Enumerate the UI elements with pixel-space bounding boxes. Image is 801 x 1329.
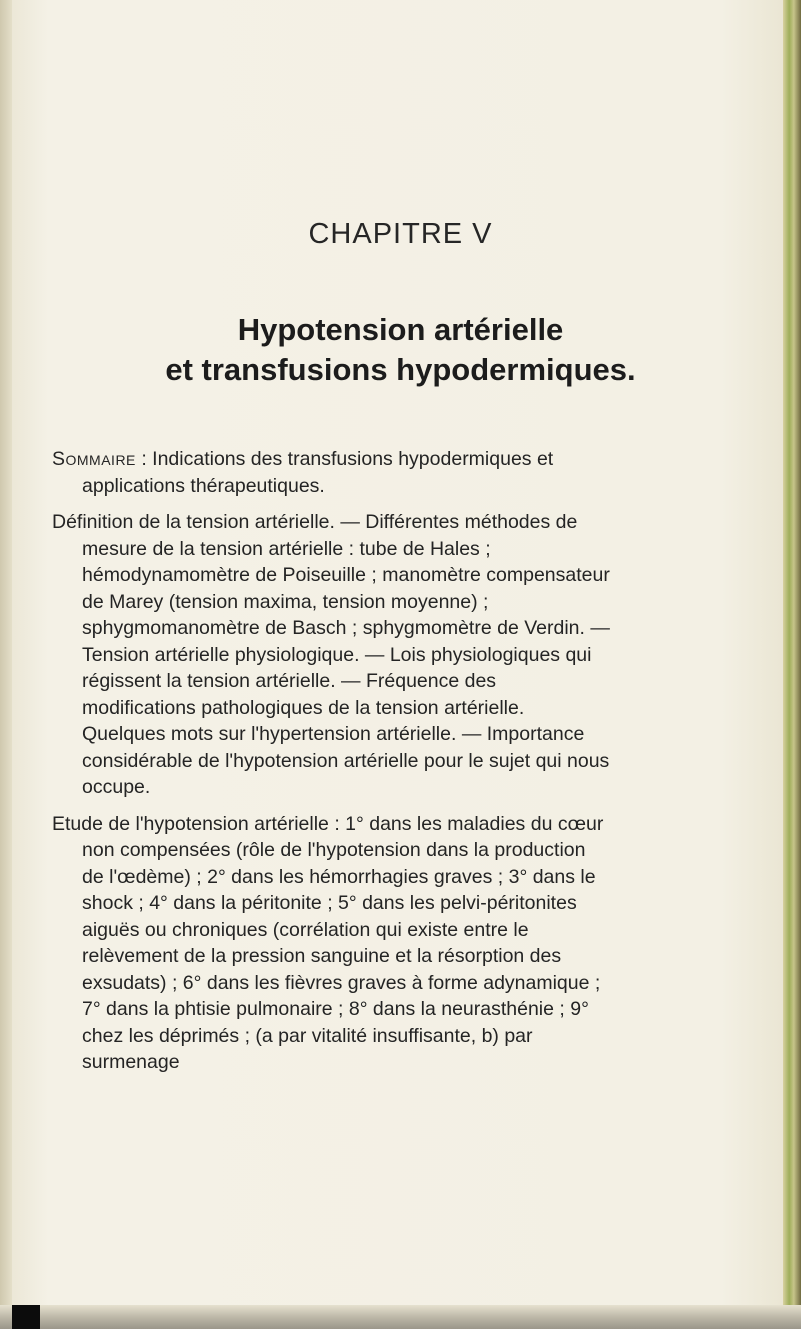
- chapter-heading: CHAPITRE V: [308, 218, 493, 250]
- page-left-edge: [0, 0, 12, 1329]
- summary-paragraph-1: [52, 446, 612, 499]
- page-right-edge: [783, 0, 801, 1329]
- summary-paragraph-2: Définition de la tension artérielle. — Différentes méthodes de mesure de la tension artérielle : tube de Hales ; hémodynamomètre de Poiseuille ; manomètre compensateur de Marey (tension maxima, tension moyenne) ; sphygmomanomètre de Basch ; sphygmomètre de Verdin. — Tension artérielle physiologique. — Lois physiologiques qui régissent la tension artérielle. — Fréquence des modifications pathologiques de la tension artérielle. Quelques mots sur l'hypertension artérielle. — Importance considérable de l'hypotension artérielle pour le sujet qui nous occupe.: [52, 511, 610, 798]
- summary-paragraph-3: Etude de l'hypotension artérielle : 1° dans les maladies du cœur non compensées (rôle de l'hypotension dans la production de l'œdème) ; 2° dans les hémorrhagies graves ; 3° dans le shock ; 4° dans la péritonite ; 5° dans les pelvi-péritonites aiguës ou chroniques (corrélation qui existe entre le relèvement de la pression sanguine et la résorption des exsudats) ; 6° dans les fièvres graves à forme adynamique ; 7° dans la phtisie pulmonaire ; 8° dans la neurasthénie ; 9° chez les déprimés ; (a par vitalité insuffisante, b) par surmenage: [52, 812, 604, 1073]
- summary-block: [52, 446, 612, 1086]
- summary-label: Sommaire: [52, 448, 136, 470]
- chapter-title: [0, 310, 801, 390]
- corner-mark: [12, 1305, 40, 1329]
- summary-text-1: : Indications des transfusions hypodermiques et applications thérapeutiques.: [82, 448, 554, 497]
- title-line-2: et transfusions hypodermiques.: [165, 352, 636, 387]
- title-line-1: Hypotension artérielle: [237, 312, 564, 347]
- page-bottom-band: [0, 1305, 801, 1329]
